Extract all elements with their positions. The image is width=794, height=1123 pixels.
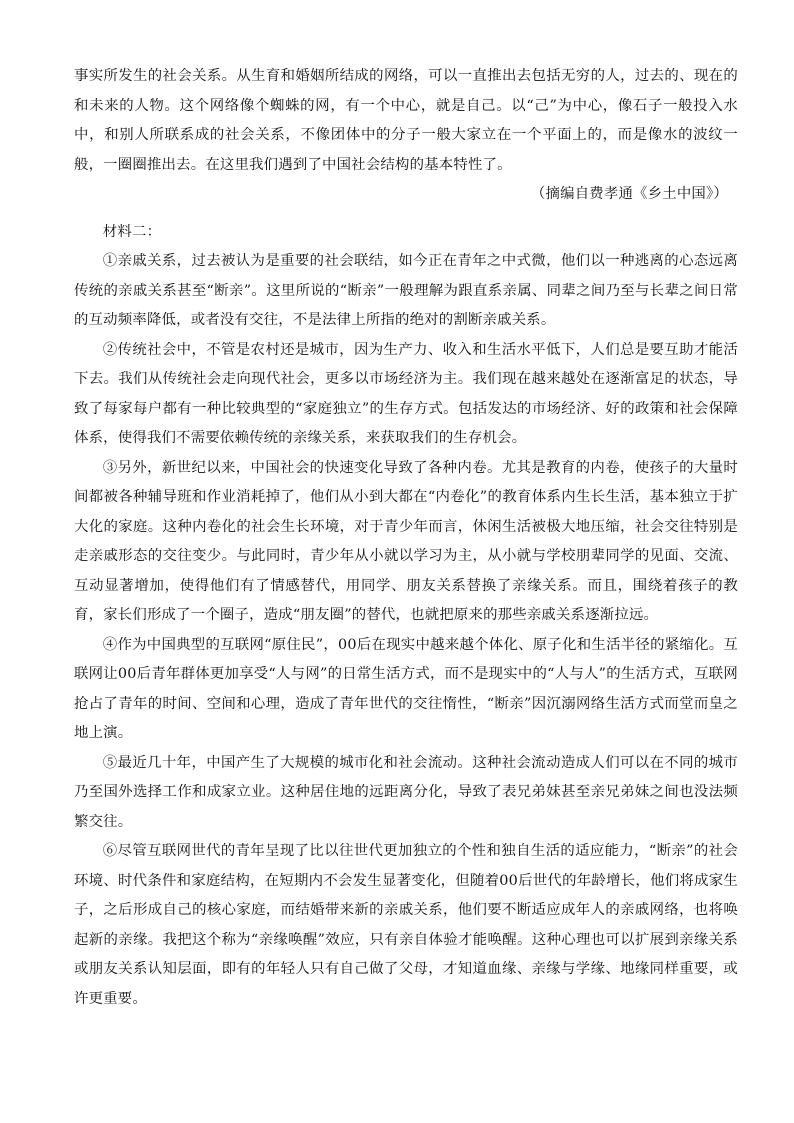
paragraph-6: ⑥尽管互联网世代的青年呈现了比以往世代更加独立的个性和独自生活的适应能力，“断亲”的社会环境、时代条件和家庭结构，在短期内不会发生显著变化，但随着00后世代的年龄增长，他们将成家生子，之后形成自己的核心家庭，而结婚带来新的亲戚关系，他们要不断适应成年人的亲戚网络，也将唤起新的亲缘。我把这个称为“亲缘唤醒”效应，只有亲自体验才能唤醒。这种心理也可以扩展到亲缘关系或朋友关系认知层面，即有的年轻人只有自己做了父母，才知道血缘、亲缘与学缘、地缘同样重要，或许更重要。: [74, 843, 738, 1007]
material-heading: 材料二：: [102, 223, 162, 240]
document-page: [74, 62, 738, 1014]
paragraph-3: ③另外，新世纪以来，中国社会的快速变化导致了各种内卷。尤其是教育的内卷，使孩子的大量时间都被各种辅导班和作业消耗掉了，他们从小到大都在“内卷化”的教育体系内生长生活，基本独立于扩大化的家庭。这种内卷化的社会生长环境，对于青少年而言，休闲生活被极大地压缩，社会交往特别是走亲戚形态的交往变少。与此同时，青少年从小就以学习为主，从小就与学校朋辈同学的见面、交流、互动显著增加，使得他们有了情感替代，用同学、朋友关系替换了亲缘关系。而且，围绕着孩子的教育，家长们形成了一个圈子，造成“朋友圈”的替代，也就把原来的那些亲戚关系逐渐拉远。: [74, 459, 738, 623]
paragraph-1: ①亲戚关系，过去被认为是重要的社会联结，如今正在青年之中式微，他们以一种逃离的心态远离传统的亲戚关系甚至“断亲”。这里所说的“断亲”一般理解为跟直系亲属、同辈之间乃至与长辈之间日常的互动频率降低，或者没有交往，不是法律上所指的绝对的割断亲戚关系。: [74, 253, 738, 328]
paragraph-4: ④作为中国典型的互联网“原住民”，00后在现实中越来越个体化、原子化和生活半径的紧缩化。互联网让00后青年群体更加享受“人与网”的日常生活方式，而不是现实中的“人与人”的生活方式，互联网抢占了青年的时间、空间和心理，造成了青年世代的交往惰性，“断亲”因沉溺网络生活方式而堂而皇之地上演。: [74, 636, 738, 741]
paragraph-5: ⑤最近几十年，中国产生了大规模的城市化和社会流动。这种社会流动造成人们可以在不同的城市乃至国外选择工作和成家立业。这种居住地的远距离分化，导致了表兄弟妹甚至亲兄弟妹之间也没法频繁交往。: [74, 754, 738, 830]
intro-paragraph: 事实所发生的社会关系。从生育和婚姻所结成的网络，可以一直推出去包括无穷的人，过去的、现在的和未来的人物。这个网络像个蜘蛛的网，有一个中心，就是自己。以“己”为中心，像石子一般投入水中，和别人所联系成的社会关系，不像团体中的分子一般大家立在一个平面上的，而是像水的波纹一般，一圈圈推出去。在这里我们遇到了中国社会结构的基本特性了。: [74, 68, 738, 173]
source-note: （摘编自费孝通《乡土中国》）: [530, 186, 728, 202]
paragraph-2: ②传统社会中，不管是农村还是城市，因为生产力、收入和生活水平低下，人们总是要互助才能活下去。我们从传统社会走向现代社会，更多以市场经济为主。我们现在越来越处在逐渐富足的状态，导致了每家每户都有一种比较典型的“家庭独立”的生存方式。包括发达的市场经济、好的政策和社会保障体系，使得我们不需要依赖传统的亲缘关系，来获取我们的生存机会。: [74, 341, 738, 446]
